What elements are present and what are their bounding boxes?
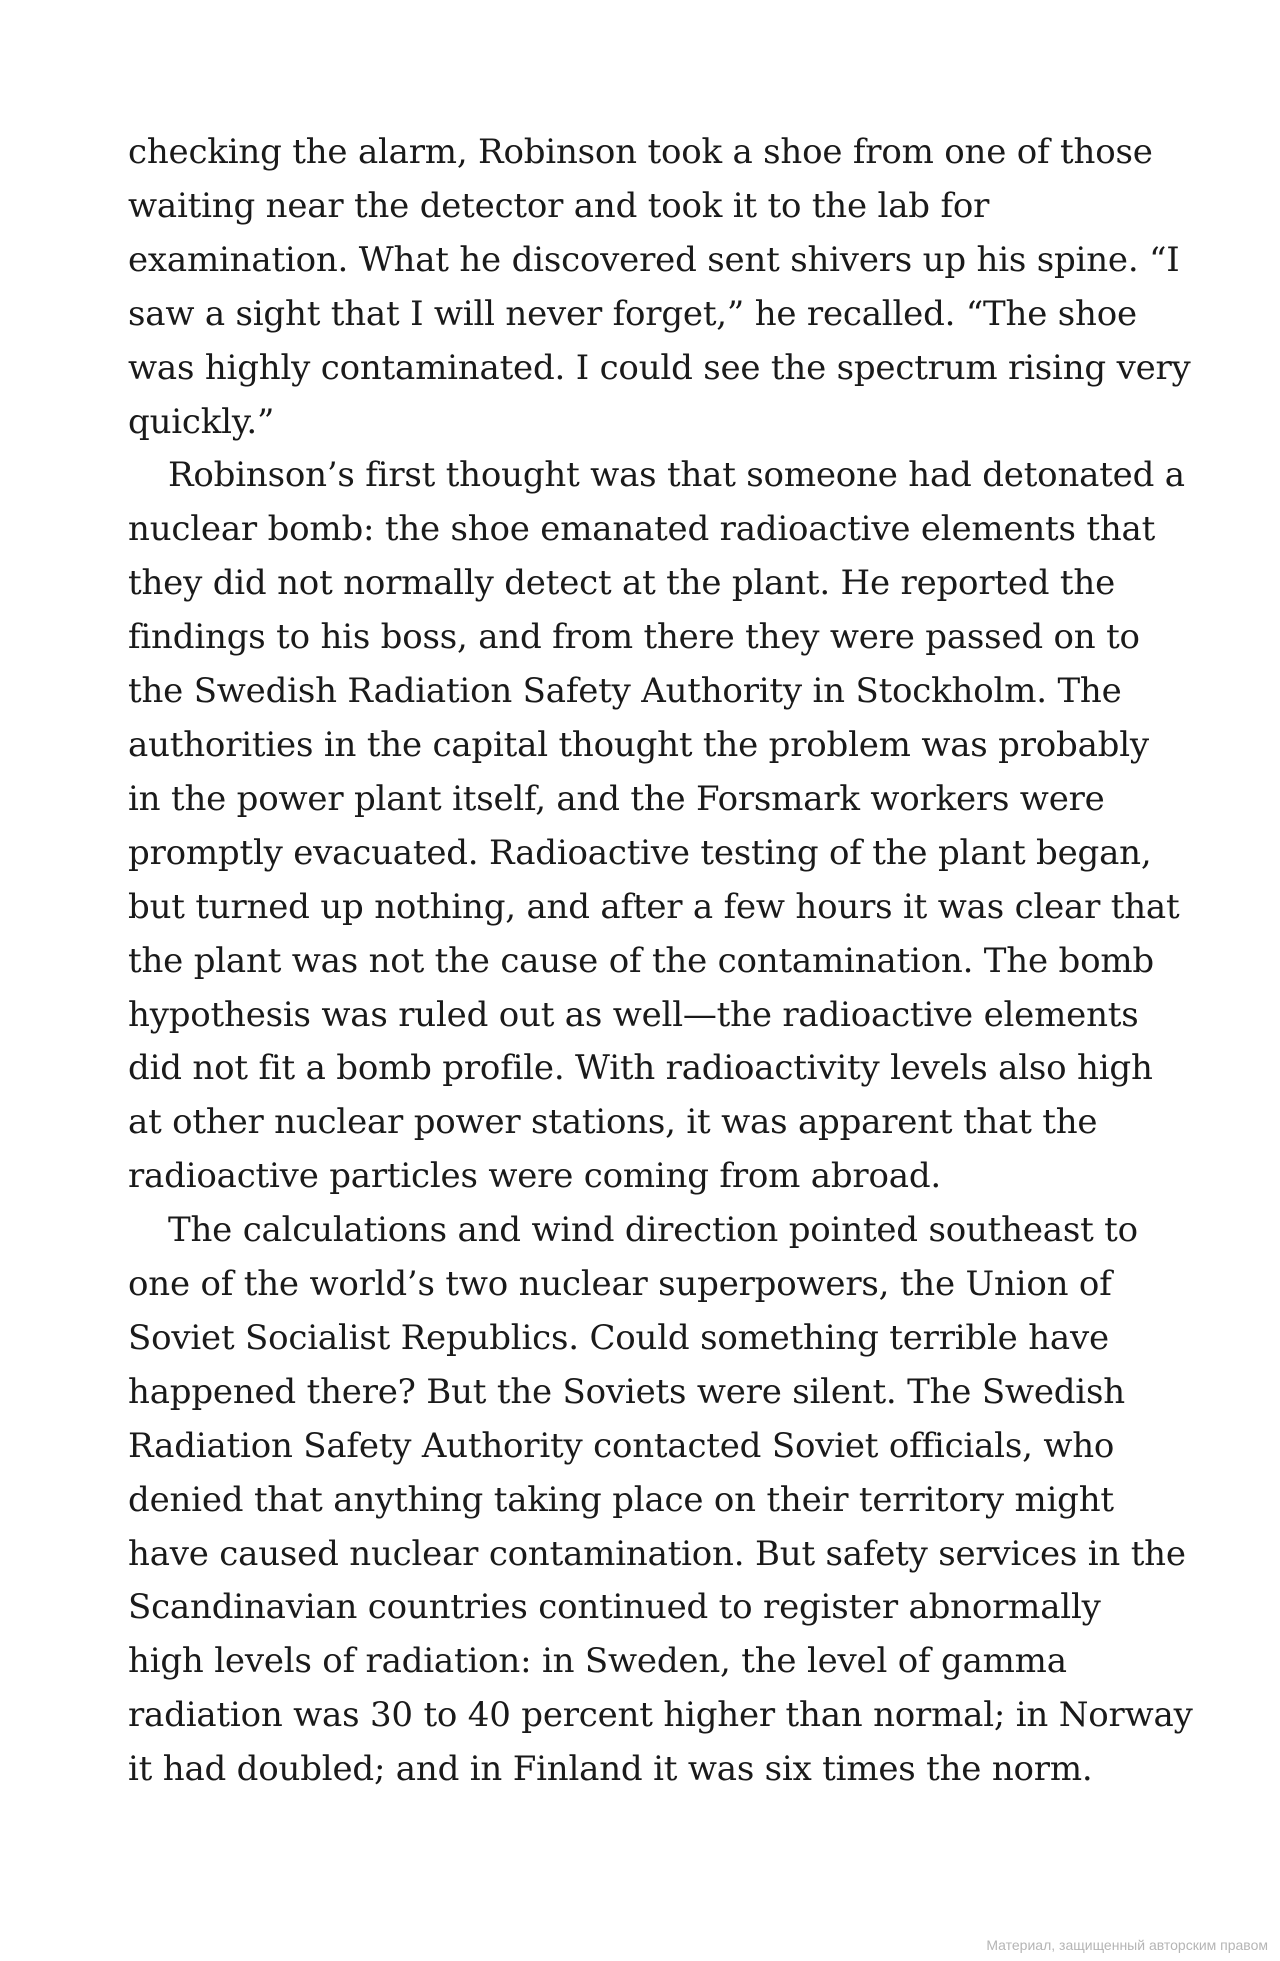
text-line: The calculations and wind direction pointed southeast to bbox=[168, 1210, 1138, 1251]
text-line: have caused nuclear contamination. But safety services in the bbox=[128, 1533, 1186, 1574]
text-line: radiation was 30 to 40 percent higher than normal; in Norway bbox=[128, 1695, 1193, 1736]
text-line: quickly.” bbox=[128, 401, 275, 442]
text-line: hypothesis was ruled out as well—the radioactive elements bbox=[128, 994, 1139, 1035]
text-line: findings to his boss, and from there they were passed on to bbox=[128, 617, 1140, 658]
text-line: the Swedish Radiation Safety Authority in Stockholm. The bbox=[128, 671, 1122, 712]
text-line: checking the alarm, Robinson took a shoe from one of those bbox=[128, 132, 1153, 172]
text-line: was highly contaminated. I could see the spectrum rising very bbox=[128, 347, 1191, 388]
text-line: Scandinavian countries continued to register abnormally bbox=[128, 1587, 1101, 1628]
text-line: high levels of radiation: in Sweden, the level of gamma bbox=[128, 1641, 1067, 1682]
text-line: did not fit a bomb profile. With radioactivity levels also high bbox=[128, 1048, 1153, 1089]
copyright-watermark: Материал, защищенный авторским правом bbox=[986, 1937, 1268, 1953]
text-line: but turned up nothing, and after a few hours it was clear that bbox=[128, 886, 1180, 927]
text-line: Radiation Safety Authority contacted Soviet officials, who bbox=[128, 1425, 1115, 1466]
text-line: authorities in the capital thought the problem was probably bbox=[128, 724, 1149, 765]
text-line: it had doubled; and in Finland it was six times the norm. bbox=[128, 1749, 1093, 1790]
text-line: Robinson’s first thought was that someone had detonated a bbox=[168, 455, 1185, 496]
body-text bbox=[128, 126, 1193, 1797]
text-line: one of the world’s two nuclear superpowers, the Union of bbox=[128, 1264, 1112, 1305]
text-line: in the power plant itself, and the Forsmark workers were bbox=[128, 778, 1105, 819]
text-line: radioactive particles were coming from abroad. bbox=[128, 1156, 941, 1197]
text-line: they did not normally detect at the plant. He reported the bbox=[128, 563, 1116, 604]
paragraph bbox=[128, 449, 1185, 1204]
text-line: saw a sight that I will never forget,” he recalled. “The shoe bbox=[128, 293, 1137, 334]
text-line: the plant was not the cause of the contamination. The bomb bbox=[128, 940, 1154, 981]
text-line: denied that anything taking place on their territory might bbox=[128, 1479, 1114, 1520]
paragraph bbox=[128, 1204, 1193, 1797]
text-line: waiting near the detector and took it to the lab for bbox=[128, 185, 990, 226]
text-line: promptly evacuated. Radioactive testing of the plant began, bbox=[128, 832, 1152, 873]
text-line: at other nuclear power stations, it was apparent that the bbox=[128, 1102, 1098, 1143]
text-line: Soviet Socialist Republics. Could something terrible have bbox=[128, 1317, 1109, 1358]
text-line: happened there? But the Soviets were silent. The Swedish bbox=[128, 1371, 1125, 1412]
text-line: nuclear bomb: the shoe emanated radioactive elements that bbox=[128, 509, 1156, 550]
text-line: examination. What he discovered sent shivers up his spine. “I bbox=[128, 239, 1180, 280]
paragraph bbox=[128, 126, 1191, 449]
